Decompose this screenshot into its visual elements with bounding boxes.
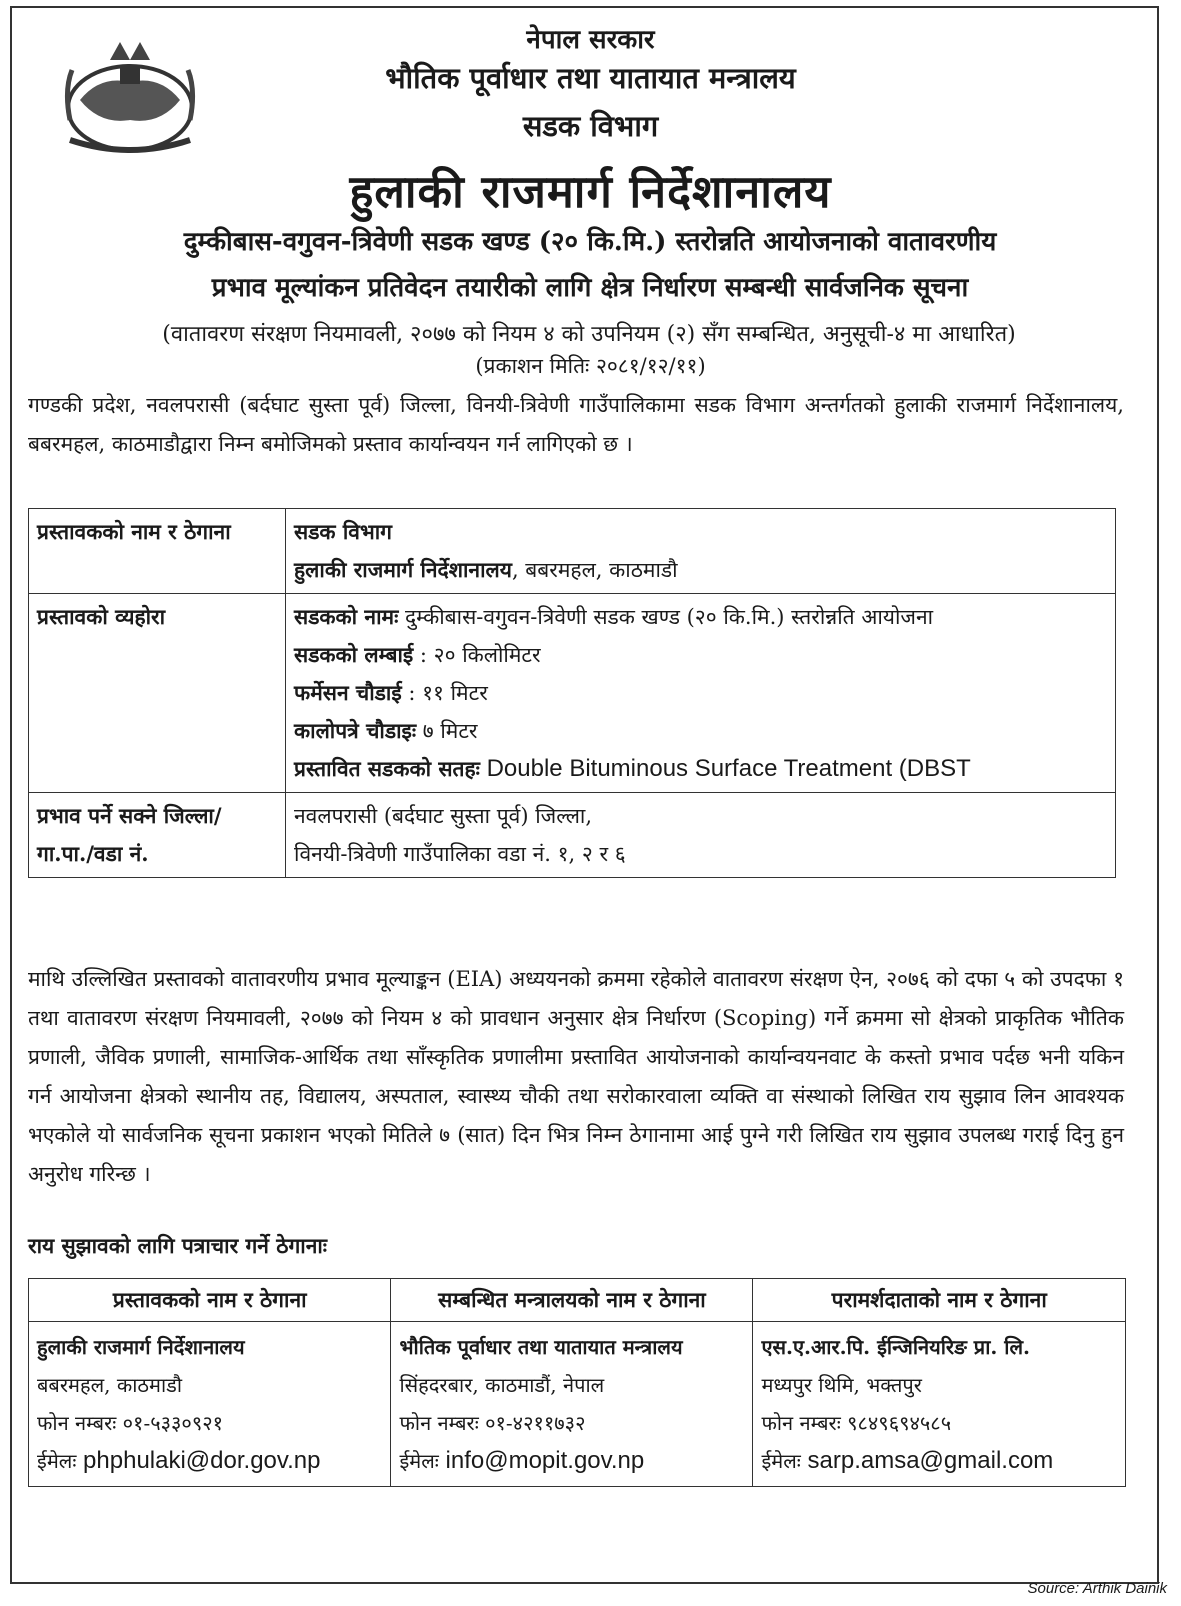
blacktop-width	[294, 712, 1107, 750]
proponent-contact-email-row	[37, 1442, 382, 1480]
affected-wards: विनयी-त्रिवेणी गाउँपालिका वडा नं. १, २ र ६	[294, 842, 626, 866]
road-name	[294, 598, 1107, 636]
road-surface-label: प्रस्तावित सडकको सतहः	[294, 756, 480, 781]
proposal-table	[28, 508, 1116, 878]
col-proponent-header: प्रस्तावकको नाम र ठेगाना	[29, 1279, 391, 1322]
table-row	[29, 594, 1116, 793]
proponent-line1: सडक विभाग	[294, 519, 393, 544]
table-row	[29, 1322, 1126, 1487]
consultant-contact-name: एस.ए.आर.पि. ईन्जिनियरिङ प्रा. लि.	[761, 1335, 1030, 1359]
proponent-address: , बबरमहल, काठमाडौ	[511, 558, 678, 582]
proponent-contact	[29, 1322, 391, 1487]
consultant-contact-phone: फोन नम्बरः ९८४९६९४५८५	[761, 1411, 952, 1435]
proponent-contact-phone: फोन नम्बरः ०१-५३३०९२१	[37, 1411, 224, 1435]
col-consultant-header: परामर्शदाताको नाम र ठेगाना	[753, 1279, 1126, 1322]
road-name-label: सडकको नामः	[294, 604, 399, 629]
department-heading: सडक विभाग	[522, 109, 659, 143]
ministry-contact-address: सिंहदरबार, काठमाडौं, नेपाल	[399, 1373, 605, 1397]
ministry-heading: भौतिक पूर्वाधार तथा यातायात मन्त्रालय	[385, 61, 796, 95]
proponent-contact-email[interactable]: phphulaki@dor.gov.np	[76, 1447, 321, 1474]
proponent-contact-address: बबरमहल, काठमाडौ	[37, 1373, 183, 1397]
table-header-row	[29, 1279, 1126, 1322]
email-label: ईमेलः	[399, 1449, 439, 1473]
blacktop-width-label: कालोपत्रे चौडाइः	[294, 718, 417, 743]
consultant-contact-email[interactable]: sarp.amsa@gmail.com	[800, 1447, 1054, 1474]
proponent-label: प्रस्तावकको नाम र ठेगाना	[29, 509, 286, 594]
road-length-label: सडकको लम्बाई	[294, 642, 414, 667]
affected-area-value	[286, 793, 1116, 878]
ministry-contact-email[interactable]: info@mopit.gov.np	[438, 1447, 645, 1474]
formation-width-value: : ११ मिटर	[401, 681, 488, 705]
ministry-contact-phone: फोन नम्बरः ०१-४२११७३२	[399, 1411, 586, 1435]
proponent-directorate: हुलाकी राजमार्ग निर्देशानालय	[294, 557, 512, 582]
proponent-line2	[294, 551, 1107, 589]
email-label: ईमेलः	[37, 1449, 77, 1473]
directorate-heading: हुलाकी राजमार्ग निर्देशानालय	[349, 165, 832, 218]
notice-title-line2: प्रभाव मूल्यांकन प्रतिवेदन तयारीको लागि क्षेत्र निर्धारण सम्बन्धी सार्वजनिक सूचना	[211, 273, 969, 303]
table-row	[29, 793, 1116, 878]
formation-width	[294, 674, 1107, 712]
government-heading: नेपाल सरकार	[526, 25, 655, 55]
ministry-contact-email-row	[399, 1442, 744, 1480]
contact-heading: राय सुझावको लागि पत्राचार गर्ने ठेगानाः	[28, 1233, 328, 1258]
contacts-table	[28, 1278, 1126, 1487]
ministry-contact-name: भौतिक पूर्वाधार तथा यातायात मन्त्रालय	[399, 1335, 683, 1359]
consultant-contact-email-row	[761, 1442, 1117, 1480]
road-name-value: दुम्कीबास-वगुवन-त्रिवेणी सडक खण्ड (२० कि.मि.) स्तरोन्नति आयोजना	[398, 605, 934, 629]
intro-paragraph: गण्डकी प्रदेश, नवलपरासी (बर्दघाट सुस्ता पूर्व) जिल्ला, विनयी-त्रिवेणी गाउँपालिकामा सडक विभाग अन्तर्गतको हुलाकी राजमार्ग निर्देशानालय, बबरमहल, काठमाडौद्वारा निम्न बमोजिमको प्रस्ताव कार्यान्वयन गर्न लागिएको छ ।	[28, 393, 1124, 456]
proponent-value	[286, 509, 1116, 594]
road-length	[294, 636, 1107, 674]
publication-date: (प्रकाशन मितिः २०८१/१२/११)	[475, 354, 706, 378]
consultant-contact	[753, 1322, 1126, 1487]
road-surface-value: Double Bituminous Surface Treatment (DBST	[479, 755, 971, 782]
consultant-contact-address: मध्यपुर थिमि, भक्तपुर	[761, 1373, 922, 1397]
body-paragraph: माथि उल्लिखित प्रस्तावको वातावरणीय प्रभाव मूल्याङ्कन (EIA) अध्ययनको क्रममा रहेकोले वातावरण संरक्षण ऐन, २०७६ को दफा ५ को उपदफा १ तथा वातावरण संरक्षण नियमावली, २०७७ को नियम ४ को प्रावधान अनुसार क्षेत्र निर्धारण (Scoping) गर्ने क्रममा सो क्षेत्रको प्राकृतिक भौतिक प्रणाली, जैविक प्रणाली, सामाजिक-आर्थिक तथा साँस्कृतिक प्रणालीमा प्रस्तावित आयोजनाको कार्यान्वयनवाट के कस्तो प्रभाव पर्दछ भनी यकिन गर्न आयोजना क्षेत्रको स्थानीय तह, विद्यालय, अस्पताल, स्वास्थ्य चौकी तथा सरोकारवाला व्यक्ति वा संस्थाको लिखित राय सुझाव लिन आवश्यक भएकोले यो सार्वजनिक सूचना प्रकाशन भएको मितिले ७ (सात) दिन भित्र निम्न ठेगानामा आई पुग्ने गरी लिखित राय सुझाव उपलब्ध गराई दिनु हुन अनुरोध गरिन्छ ।	[28, 967, 1124, 1186]
formation-width-label: फर्मेसन चौडाई	[294, 680, 402, 705]
matter-label: प्रस्तावको व्यहोरा	[29, 594, 286, 793]
road-surface	[294, 750, 1107, 788]
email-label: ईमेलः	[761, 1449, 801, 1473]
affected-area-label: प्रभाव पर्ने सक्ने जिल्ला/ गा.पा./वडा नं.	[29, 793, 286, 878]
notice-title-line1: दुम्कीबास-वगुवन-त्रिवेणी सडक खण्ड (२० कि.मि.) स्तरोन्नति आयोजनाको वातावरणीय	[183, 227, 997, 257]
matter-value	[286, 594, 1116, 793]
col-ministry-header: सम्बन्धित मन्त्रालयको नाम र ठेगाना	[391, 1279, 753, 1322]
blacktop-width-value: ७ मिटर	[416, 719, 478, 743]
ministry-contact	[391, 1322, 753, 1487]
source-credit: Source: Arthik Dainik	[1027, 1580, 1167, 1597]
affected-district: नवलपरासी (बर्दघाट सुस्ता पूर्व) जिल्ला,	[294, 804, 593, 828]
table-row	[29, 509, 1116, 594]
road-length-value: : २० किलोमिटर	[413, 643, 541, 667]
notice-subtitle: (वातावरण संरक्षण नियमावली, २०७७ को नियम ४ को उपनियम (२) सँग सम्बन्धित, अनुसूची-४ मा आधारित)	[162, 322, 1016, 347]
proponent-contact-name: हुलाकी राजमार्ग निर्देशानालय	[37, 1335, 245, 1359]
